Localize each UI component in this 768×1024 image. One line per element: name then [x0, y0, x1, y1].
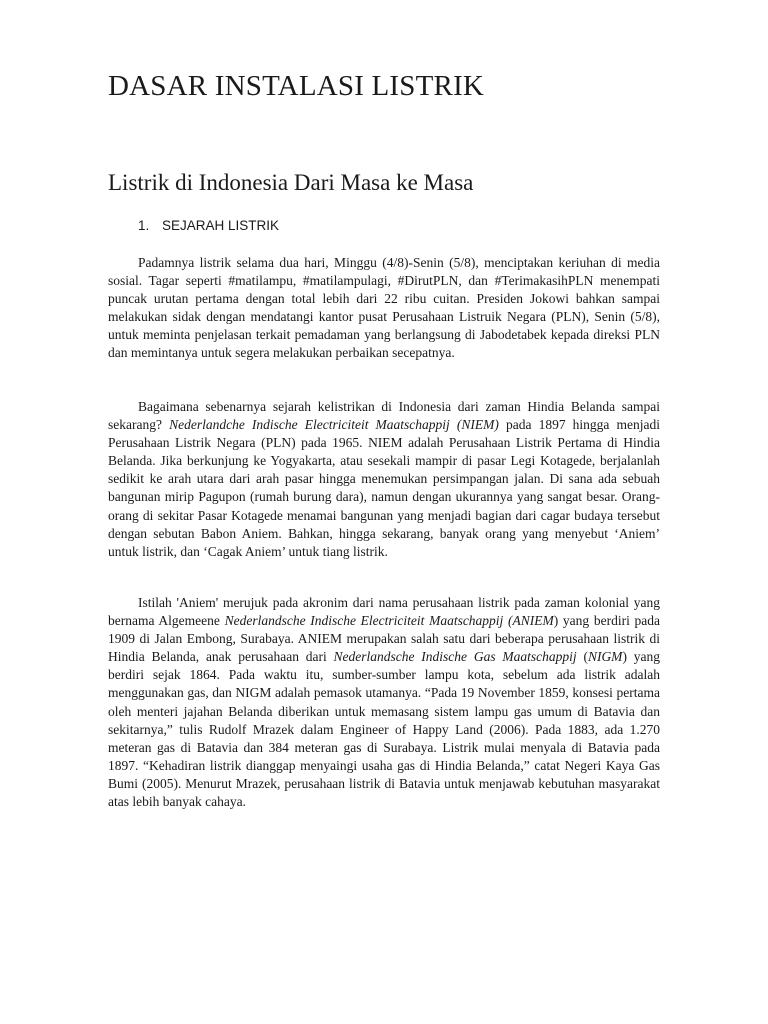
- paragraph-text: ) yang berdiri pada 1909 di Jalan Embong, Surabaya. ANIEM merupakan salah satu dari beberapa perusahaan listrik di Hindia Belanda, anak perusahaan dari: [108, 613, 660, 665]
- company-name-nigm: Nederlandsche Indische Gas Maatschappij: [333, 649, 577, 665]
- section-label: SEJARAH LISTRIK: [162, 218, 280, 233]
- company-name-niem: Nederlandche Indische Electriciteit Maatschappij (NIEM): [169, 417, 499, 433]
- section-heading: [138, 218, 279, 233]
- company-name-aniem: Nederlandsche Indische Electriciteit Maatschappij (ANIEM: [224, 613, 554, 629]
- paragraph-2: [108, 398, 660, 561]
- paragraph-text: ) yang berdiri sejak 1864. Pada waktu itu, sumber-sumber lampu kota, sebelum ada listrik adalah menggunakan gas, dan NIGM adalah pemasok utamanya. “Pada 19 November 1859, konsesi pertama oleh menteri jajahan Belanda diberikan untuk memasang sistem lampu gas umum di Batavia dan sekitarnya,” tulis Rudolf Mrazek dalam Engineer of Happy Land (2006). Pada 1883, ada 1.270 meteran gas di Batavia dan 384 meteran gas di Surabaya. Listrik mulai menyala di Batavia pada 1897. “Kehadiran listrik dianggap menyaingi usaha gas di Hindia Belanda,” catat Negeri Kaya Gas Bumi (2005). Menurut Mrazek, perusahaan listrik di Batavia untuk menjawab kebutuhan masyarakat atas lebih banyak cahaya.: [108, 649, 660, 810]
- document-subtitle: Listrik di Indonesia Dari Masa ke Masa: [108, 170, 474, 195]
- paragraph-text: Bagaimana sebenarnya sejarah kelistrikan di Indonesia dari zaman Hindia Belanda sampai sekarang?: [108, 399, 660, 433]
- paragraph-text: pada 1897 hingga menjadi Perusahaan Listrik Negara (PLN) pada 1965. NIEM adalah Perusahaan Listrik Pertama di Hindia Belanda. Jika berkunjung ke Yogyakarta, atau sesekali mampir di pasar Legi Kotagede, berjalanlah sedikit ke arah utara dari arah pasar hingga menemukan persimpangan jalan. Di sana ada sebuah bangunan mirip Pagupon (rumah burung dara), namun dengan ukurannya yang sangat besar. Orang-orang di sekitar Pasar Kotagede menamai bangunan yang menjadi bagian dari cagar budaya tersebut dengan sebutan Babon Aniem. Bahkan, hingga sekarang, banyak orang yang menyebut ‘Aniem’ untuk listrik, dan ‘Cagak Aniem’ untuk tiang listrik.: [108, 417, 660, 559]
- acronym-nigm: NIGM: [587, 649, 623, 665]
- paragraph-text: Istilah 'Aniem' merujuk pada akronim dari nama perusahaan listrik pada zaman kolonial yang bernama Algemeene: [108, 595, 660, 629]
- section-number: 1.: [138, 218, 150, 233]
- paragraph-text: (: [576, 649, 588, 665]
- document-title: DASAR INSTALASI LISTRIK: [108, 70, 485, 102]
- paragraph-text: Padamnya listrik selama dua hari, Minggu (4/8)-Senin (5/8), menciptakan keriuhan di media sosial. Tagar seperti #matilampu, #matilampulagi, #DirutPLN, dan #TerimakasihPLN menempati puncak urutan pertama dengan total lebih dari 22 ribu cuitan. Presiden Jokowi bahkan sampai melakukan sidak dengan mendatangi kantor pusat Perusahaan Listruik Negara (PLN), Senin (5/8), untuk meminta penjelasan terkait pemadaman yang berlangsung di Jabodetabek kepada direksi PLN dan memintanya untuk segera melakukan perbaikan secepatnya.: [108, 255, 660, 361]
- paragraph-3: [108, 594, 660, 811]
- paragraph-1: [108, 254, 660, 363]
